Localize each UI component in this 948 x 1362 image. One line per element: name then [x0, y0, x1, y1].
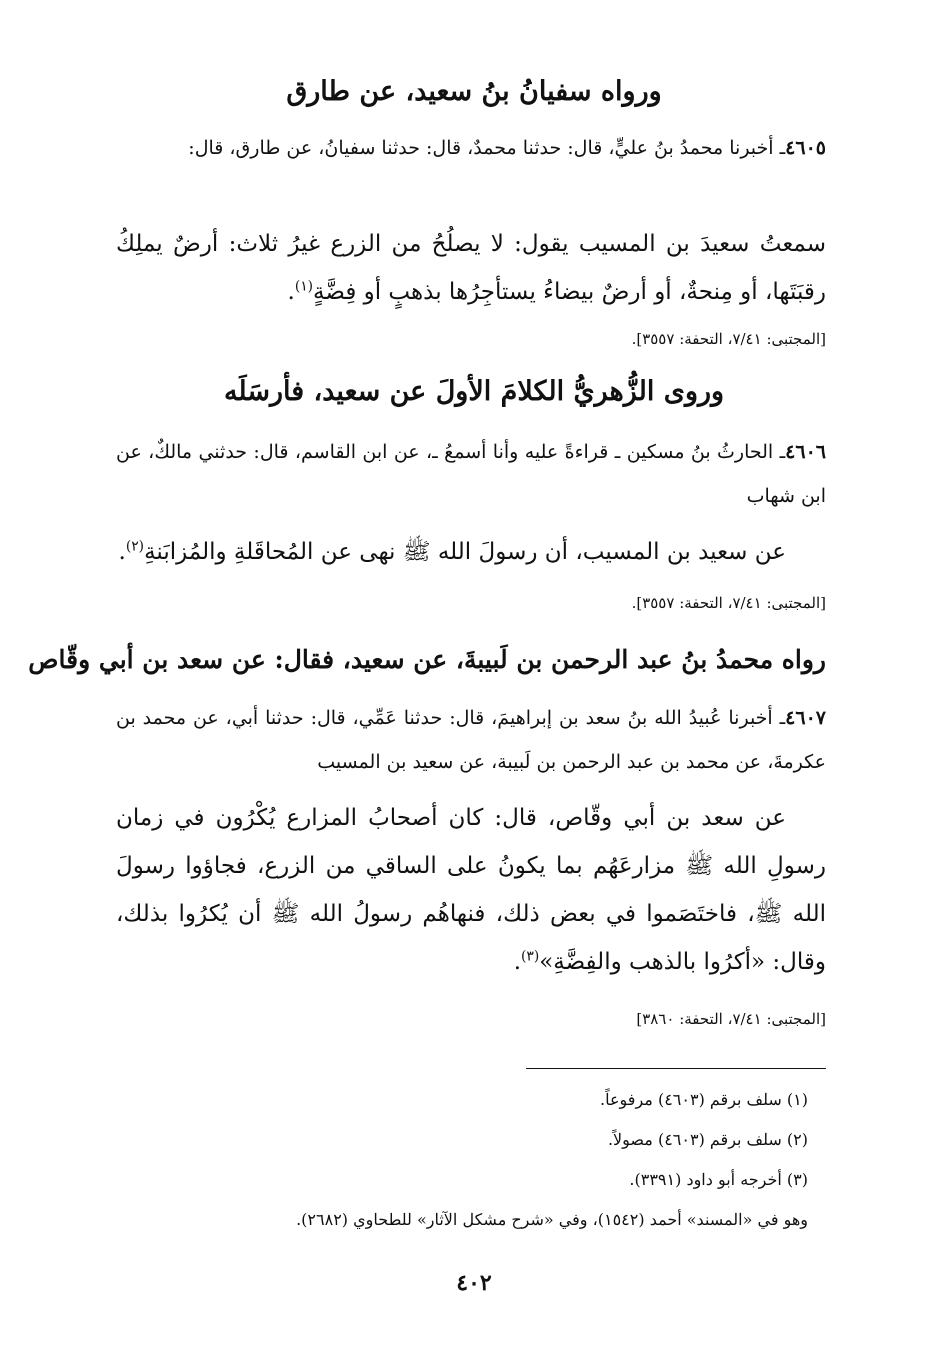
footnote-3: (٣) أخرجه أبو داود (٣٣٩١).	[629, 1170, 808, 1189]
hadith-isnad: ـ أخبرنا محمدُ بنُ عليٍّ، قال: حدثنا محمدٌ، قال: حدثنا سفيانُ، عن طارق، قال:	[188, 137, 786, 159]
hadith-4606-reference: [المجتبى: ٧/٤١، التحفة: ٣٥٥٧].	[631, 594, 826, 612]
hadith-end-mark: .	[118, 539, 126, 565]
footnote-mark: (٣)	[521, 948, 540, 965]
footnote-2: (٢) سلف برقم (٤٦٠٣) مصولاً.	[607, 1130, 808, 1149]
section-heading-2: وروى الزُّهريُّ الكلامَ الأولَ عن سعيد، فأرسَلَه	[223, 376, 725, 407]
hadith-4607-reference: [المجتبى: ٧/٤١، التحفة: ٣٨٦٠]	[636, 1010, 826, 1028]
footnote-divider	[526, 1068, 826, 1069]
footnote-1: (١) سلف برقم (٤٦٠٣) مرفوعاً.	[600, 1090, 808, 1109]
hadith-number: ٤٦٠٥	[785, 137, 826, 159]
hadith-text: سمعتُ سعيدَ بن المسيب يقول: لا يصلُحُ من الزرع غيرُ ثلاث: أرضٌ يملِكُ رقبَتَها، أو مِنحةٌ، أو أرضٌ بيضاءُ يستأجِرُها بذهبٍ أو فِضَّةٍ	[116, 231, 826, 305]
hadith-end-mark: .	[513, 949, 521, 975]
footnote-mark: (٢)	[125, 538, 145, 555]
hadith-text: عن سعد بن أبي وقّاص، قال: كان أصحابُ المزارع يُكْرُون في زمان رسولِ الله ﷺ مزارعَهُم بما يكونُ على الساقي من الزرع، فجاؤوا رسولَ الله ﷺ، فاختَصَموا في بعض ذلك، فنهاهُم رسولُ الله ﷺ أن يُكرُوا بذلك، وقال: «أكرُوا بالذهب والفِضَّةِ»	[116, 805, 826, 975]
hadith-isnad: ـ الحارثُ بنُ مسكين ـ قراءةً عليه وأنا أسمعُ ـ، عن ابن القاسم، قال: حدثني مالكٌ، عن ابن شهاب	[116, 441, 826, 507]
hadith-4605-matn	[116, 220, 826, 316]
page-number: ٤٠٢	[456, 1270, 492, 1296]
footnote-3-continued: وهو في «المسند» أحمد (١٥٤٢)، وفي «شرح مشكل الآثار» للطحاوي (٢٦٨٢).	[296, 1210, 808, 1229]
hadith-4605-intro	[116, 126, 826, 170]
hadith-4606-intro	[116, 430, 826, 518]
hadith-4607-matn	[116, 794, 826, 986]
hadith-4606-matn	[116, 528, 826, 576]
section-heading-3: رواه محمدُ بنُ عبد الرحمن بن لَبيبةَ، عن سعيد، فقال: عن سعد بن أبي وقّاص	[28, 645, 826, 674]
hadith-end-mark: .	[287, 279, 295, 305]
hadith-isnad: ـ أخبرنا عُبيدُ الله بنُ سعد بن إبراهيمَ، قال: حدثنا عَمِّي، قال: حدثنا أبي، عن محمد بن عكرمةَ، عن محمد بن عبد الرحمن بن لَبيبة، عن سعيد بن المسيب	[116, 707, 826, 773]
footnotes	[108, 1080, 808, 1240]
hadith-4607-intro	[116, 696, 826, 784]
section-heading-1: ورواه سفيانُ بنُ سعيد، عن طارق	[286, 76, 662, 107]
hadith-4605-reference: [المجتبى: ٧/٤١، التحفة: ٣٥٥٧].	[631, 330, 826, 348]
hadith-number: ٤٦٠٦	[785, 441, 826, 463]
hadith-number: ٤٦٠٧	[785, 707, 826, 729]
hadith-text: عن سعيد بن المسيب، أن رسولَ الله ﷺ نهى عن المُحاقَلةِ والمُزابَنةِ	[144, 539, 786, 565]
footnote-mark: (١)	[294, 278, 314, 295]
